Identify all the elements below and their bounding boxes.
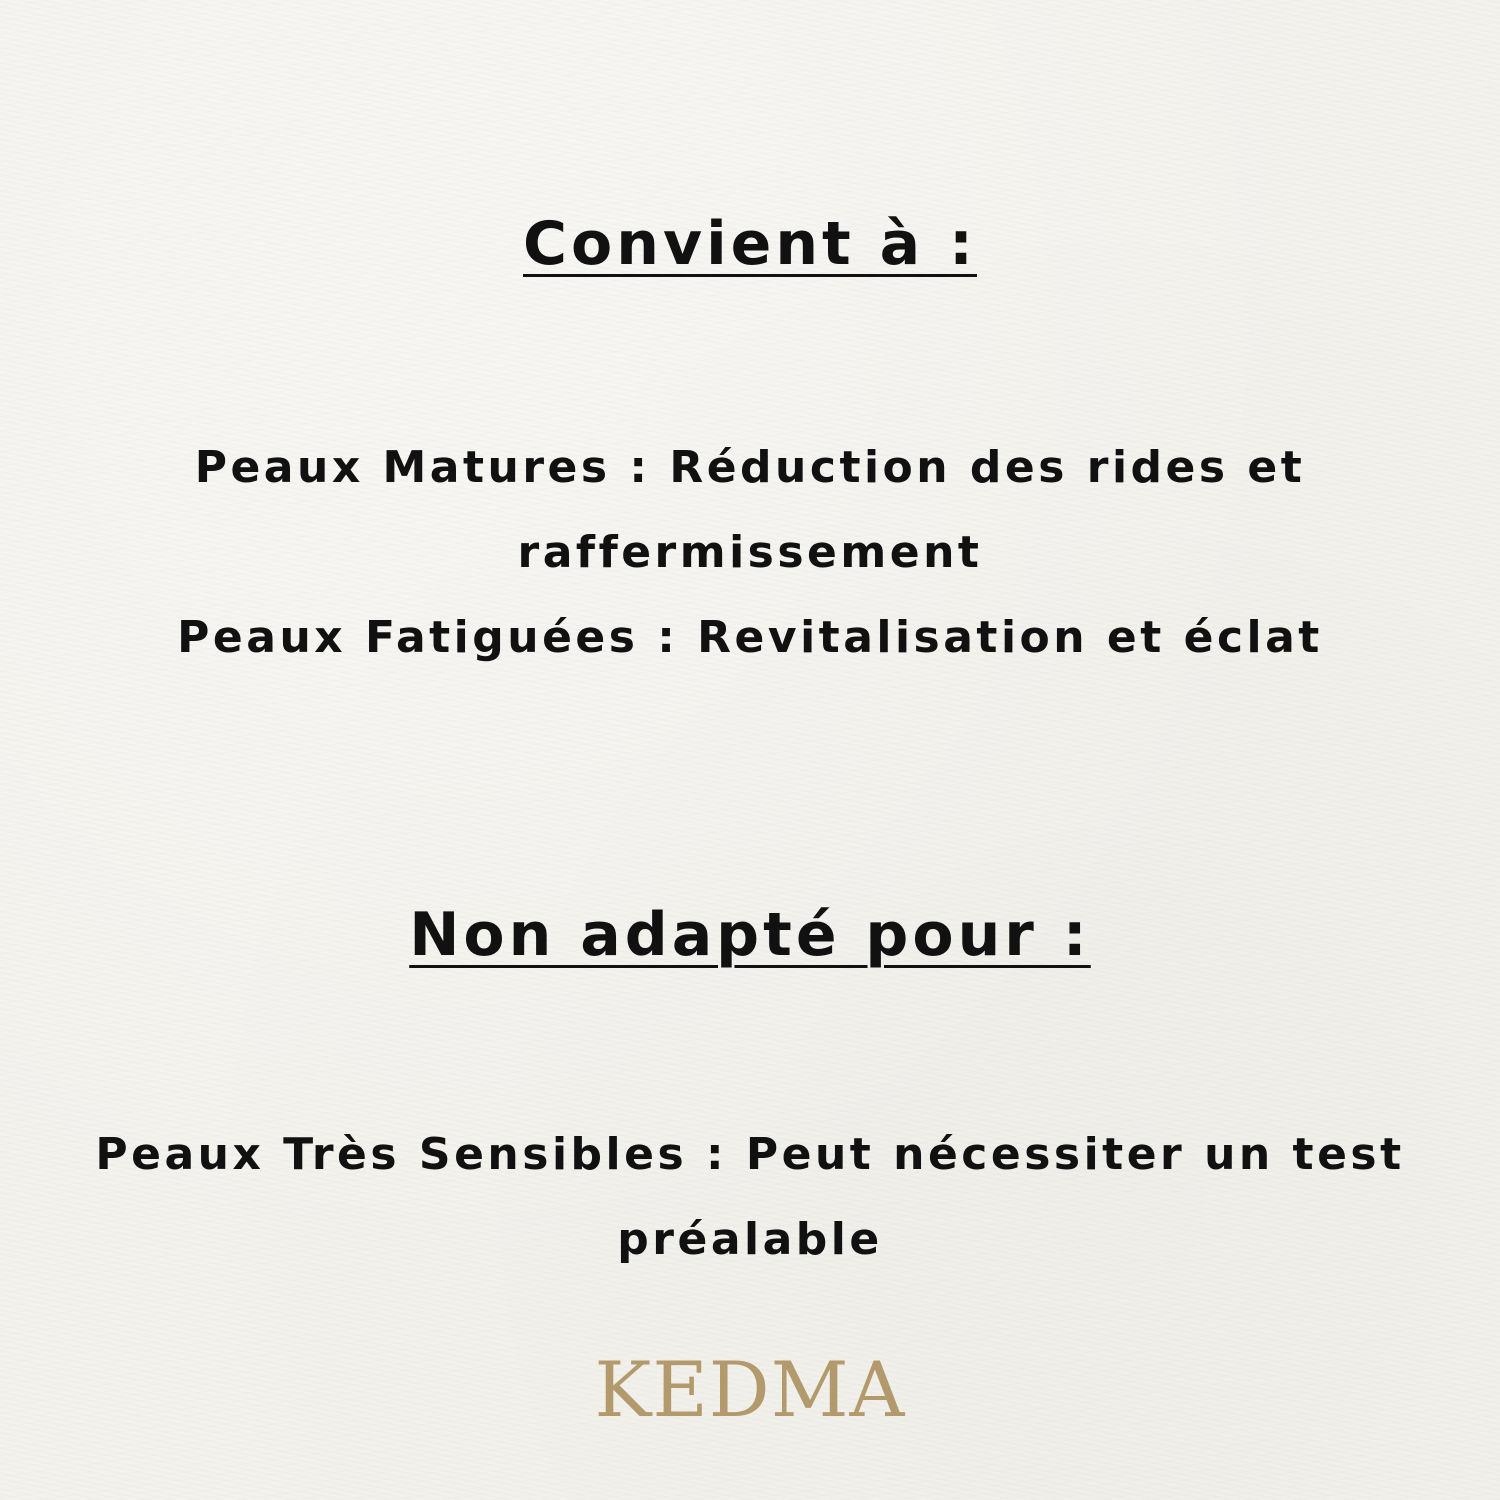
suitable-heading-text: Convient à :	[523, 209, 977, 279]
unsuitable-heading-text: Non adapté pour :	[409, 900, 1091, 970]
brand-name: KEDMA	[594, 1345, 906, 1434]
unsuitable-item-sensitive: Peaux Très Sensibles : Peut nécessiter un test préalable	[95, 1129, 1405, 1265]
brand-logo	[0, 1345, 1500, 1434]
suitable-list	[60, 425, 1440, 680]
unsuitable-heading	[0, 900, 1500, 970]
suitable-heading	[0, 209, 1500, 279]
unsuitable-list	[60, 1112, 1440, 1282]
suitable-item-mature: Peaux Matures : Réduction des rides et raffermissement	[194, 442, 1306, 578]
suitable-item-tired: Peaux Fatiguées : Revitalisation et éclat	[177, 612, 1323, 663]
